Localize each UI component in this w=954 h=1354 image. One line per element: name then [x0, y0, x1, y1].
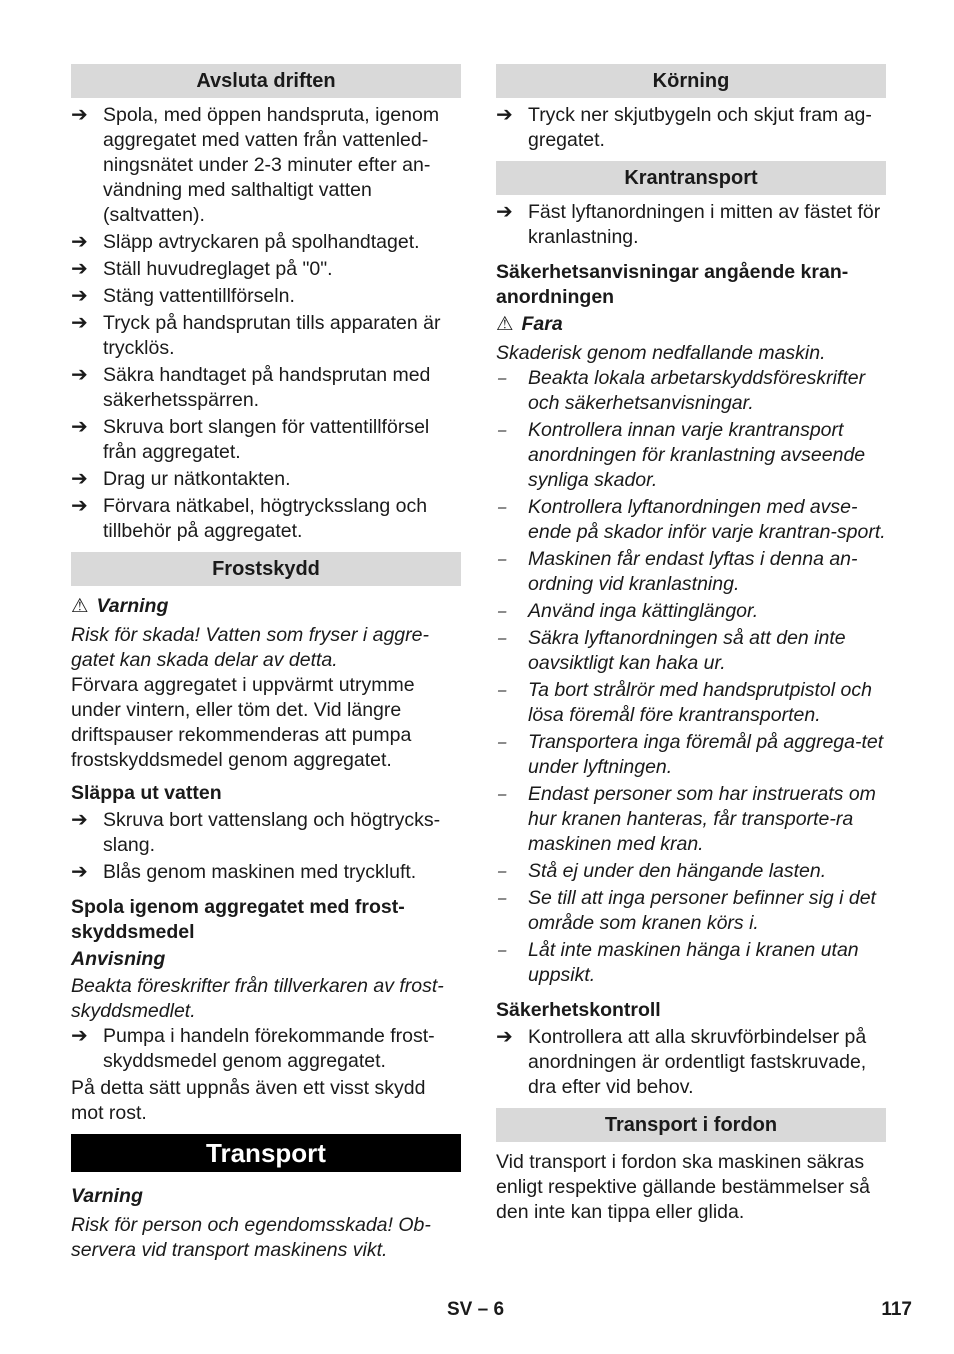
list-item: – Kontrollera innan varje krantransport anordningen för kranlastning avseende synliga skador. — [498, 419, 866, 491]
dash-icon: – — [498, 422, 507, 439]
note-text: Beakta föreskrifter från tillverkaren av frost-skyddsmedlet. — [71, 975, 444, 1022]
subheading-spola: Spola igenom aggregatet med frost-skyddsmedel — [71, 896, 405, 943]
right-column — [496, 64, 886, 1225]
list-item: – Ta bort strålrör med handsprutpistol och lösa föremål före krantransporten. — [498, 679, 872, 726]
left-column — [71, 64, 461, 1263]
warning-icon: ⚠ — [496, 313, 514, 335]
arrow-icon: ➔ — [71, 1025, 88, 1047]
arrow-icon: ➔ — [71, 285, 88, 307]
subheading-slappa: Släppa ut vatten — [71, 782, 222, 804]
list-item: – Se till att inga personer befinner sig i det område som kranen körs i. — [498, 887, 876, 934]
section-heading-frostskydd: Frostskydd — [71, 552, 461, 586]
dash-icon: – — [498, 630, 507, 647]
dash-icon: – — [498, 786, 507, 803]
section-heading-krantransport: Krantransport — [496, 161, 886, 195]
arrow-icon: ➔ — [71, 809, 88, 831]
arrow-icon: ➔ — [71, 495, 88, 517]
list-item: ➔ Ställ huvudreglaget på "0". — [71, 258, 333, 280]
section-heading-avsluta: Avsluta driften — [71, 64, 461, 98]
paragraph: Förvara aggregatet i uppvärmt utrymme under vintern, eller töm det. Vid längre driftspauser rekommenderas att pumpa frostskyddsmedel genom aggregatet. — [71, 674, 415, 771]
avsluta-list — [71, 103, 461, 544]
list-item: ➔ Drag ur nätkontakten. — [71, 468, 291, 490]
list-item: – Beakta lokala arbetarskyddsföreskrifter och säkerhetsanvisningar. — [498, 367, 866, 414]
subheading-sakerhet: Säkerhetsanvisningar angående kran-anordningen — [496, 261, 849, 308]
arrow-icon: ➔ — [71, 861, 88, 883]
list-item: ➔ Blås genom maskinen med tryckluft. — [71, 861, 417, 883]
arrow-icon: ➔ — [71, 364, 88, 386]
warning-label: ⚠ Varning — [71, 595, 169, 617]
list-item: – Säkra lyftanordningen så att den inte oavsiktligt kan haka ur. — [498, 627, 846, 674]
warning-text: Risk för skada! Vatten som fryser i aggre-gatet kan skada delar av detta. — [71, 624, 429, 671]
arrow-icon: ➔ — [71, 468, 88, 490]
dash-icon: – — [498, 551, 507, 568]
danger-label: ⚠ Fara — [496, 313, 563, 335]
arrow-icon: ➔ — [71, 231, 88, 253]
danger-text: Skaderisk genom nedfallande maskin. — [496, 342, 826, 364]
list-item: – Endast personer som har instruerats om hur kranen hanteras, får transporte-ra maskinen med kran. — [498, 783, 876, 855]
warning-text: Risk för person och egendomsskada! Ob-servera vid transport maskinens vikt. — [71, 1214, 431, 1261]
arrow-icon: ➔ — [496, 1026, 513, 1048]
list-item: – Kontrollera lyftanordningen med avse-ende på skador inför varje krantran-sport. — [498, 496, 886, 543]
dash-icon: – — [498, 942, 507, 959]
list-item: ➔ Förvara nätkabel, högtrycksslang och tillbehör på aggregatet. — [71, 495, 428, 542]
chapter-heading-transport: Transport — [71, 1134, 461, 1172]
page-number: 117 — [881, 1299, 912, 1320]
note-label: Anvisning — [71, 948, 166, 970]
section-heading-korning: Körning — [496, 64, 886, 98]
dash-icon: – — [498, 863, 507, 880]
warning-icon: ⚠ — [71, 595, 89, 617]
list-item: ➔ Säkra handtaget på handsprutan med säkerhetsspärren. — [71, 364, 431, 411]
footer-language-page: SV – 6 — [447, 1299, 505, 1320]
warning-label: Varning — [71, 1185, 143, 1207]
list-item: – Stå ej under den hängande lasten. — [498, 860, 827, 882]
dash-icon: – — [498, 682, 507, 699]
list-item: ➔ Skruva bort vattenslang och högtrycks-slang. — [71, 809, 441, 856]
dash-icon: – — [498, 890, 507, 907]
arrow-icon: ➔ — [71, 312, 88, 334]
subheading-sakerhetskontroll: Säkerhetskontroll — [496, 999, 661, 1021]
list-item: ➔ Släpp avtryckaren på spolhandtaget. — [71, 231, 420, 253]
list-item: ➔ Spola, med öppen handspruta, igenom aggregatet med vatten från vattenled-ningsnätet under 2-3 minuter efter an-vändning med salthaltigt vatten (saltvatten). — [71, 104, 440, 226]
list-item: ➔ Pumpa i handeln förekommande frost-skyddsmedel genom aggregatet. — [71, 1025, 435, 1072]
dash-icon: – — [498, 499, 507, 516]
list-item: – Maskinen får endast lyftas i denna an-ordning vid kranlastning. — [498, 548, 858, 595]
list-item: – Använd inga kättinglängor. — [498, 600, 759, 622]
list-item: – Låt inte maskinen hänga i kranen utan uppsikt. — [498, 939, 859, 986]
section-heading-fordon: Transport i fordon — [496, 1108, 886, 1142]
dash-icon: – — [498, 734, 507, 751]
dash-icon: – — [498, 603, 507, 620]
list-item: ➔ Tryck ner skjutbygeln och skjut fram ag-gregatet. — [496, 104, 872, 151]
list-item: ➔ Skruva bort slangen för vattentillförsel från aggregatet. — [71, 416, 430, 463]
safety-list — [496, 366, 886, 988]
arrow-icon: ➔ — [496, 201, 513, 223]
dash-icon: – — [498, 370, 507, 387]
arrow-icon: ➔ — [496, 104, 513, 126]
list-item: ➔ Tryck på handsprutan tills apparaten är trycklös. — [71, 312, 441, 359]
arrow-icon: ➔ — [71, 416, 88, 438]
list-item: ➔ Fäst lyftanordningen i mitten av fästet för kranlastning. — [496, 201, 881, 248]
list-item: – Transportera inga föremål på aggrega-tet under lyftningen. — [498, 731, 884, 778]
arrow-icon: ➔ — [71, 104, 88, 126]
list-item: ➔ Stäng vattentillförseln. — [71, 285, 295, 307]
arrow-icon: ➔ — [71, 258, 88, 280]
list-item: ➔ Kontrollera att alla skruvförbindelser på anordningen är ordentligt fastskruvade, dra efter vid behov. — [496, 1026, 867, 1098]
paragraph: På detta sätt uppnås även ett visst skydd mot rost. — [71, 1077, 426, 1124]
paragraph: Vid transport i fordon ska maskinen säkras enligt respektive gällande bestämmelser så den inte kan tippa eller glida. — [496, 1151, 870, 1223]
